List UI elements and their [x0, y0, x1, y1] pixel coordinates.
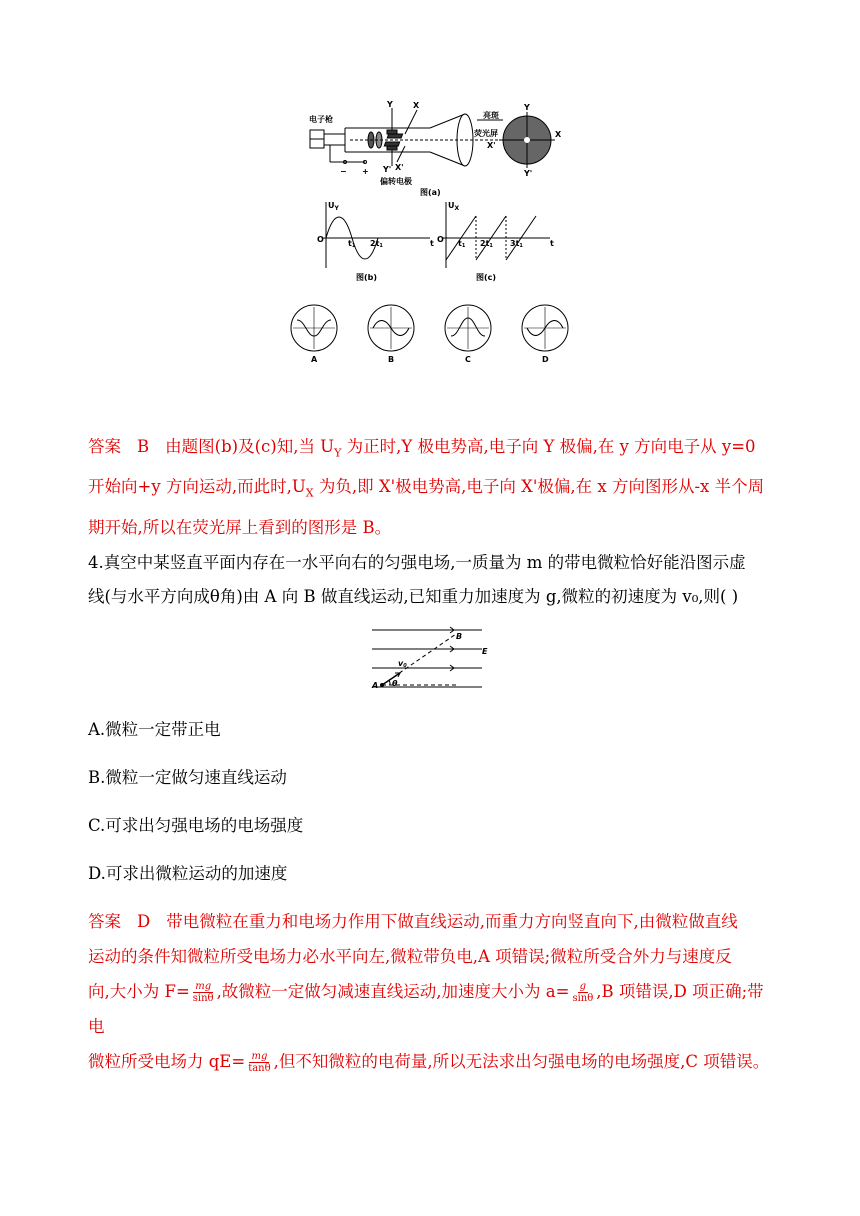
- label-screen-yprime: Y': [524, 169, 533, 178]
- fig-c-origin: O: [437, 235, 444, 244]
- fig-c-t2: 2t: [480, 239, 490, 248]
- fig-b-t1: t: [348, 239, 352, 248]
- fig-c-t3-sub: 1: [519, 243, 523, 249]
- caption-fig-c: 图(c): [476, 273, 497, 282]
- svg-text:2t1: [480, 239, 493, 249]
- figure-a-oscilloscope: [305, 100, 565, 198]
- fig-c-axis-y-sub: X: [454, 205, 460, 212]
- caption-fig-a: 图(a): [420, 188, 441, 197]
- svg-text:v0: [398, 659, 407, 669]
- figure-4-electric-field: [366, 624, 496, 694]
- svg-text:2t1: [370, 239, 383, 249]
- figure-c-ux-graph: [432, 198, 557, 284]
- fig-b-t2-sub: 1: [379, 243, 383, 249]
- fig-b-t2: 2t: [370, 239, 380, 248]
- fig-b-origin: O: [317, 235, 324, 244]
- choice-c-label: C: [465, 355, 471, 364]
- fig4-label-b: B: [456, 632, 463, 641]
- label-y-prime: Y': [383, 165, 392, 174]
- choice-a-label: A: [311, 355, 318, 364]
- label-bright-spot: 亮斑: [483, 111, 499, 120]
- option-a: A.微粒一定带正电: [88, 720, 221, 739]
- answer-3-line-2: 开始向+y 方向运动,而此时$,U_X$ 为负,即 X'极电势高,电子向 X'极偏,在 x 方向图形从-x 半个周: [88, 477, 765, 500]
- figure-choices-abcd: [285, 300, 575, 366]
- answer-4-line-3: 向,大小为 F= $\frac{mg}{\sin\theta}$ ,故微粒一定做匀减速直线运动,加速度大小为 a= $\frac{g}{\sin\theta}$ ,B 项错误,D 项正确;带电: [88, 981, 764, 1036]
- fraction-mg-sin: $\frac{mg}{\sin\theta}$: [192, 981, 214, 1004]
- fig-c-t2-sub: 1: [489, 243, 493, 249]
- question-4-line-1: 4.真空中某竖直平面内存在一水平向右的匀强电场,一质量为 m 的带电微粒恰好能沿图示虚: [88, 553, 746, 572]
- svg-text:t1: [348, 239, 356, 249]
- label-minus: −: [340, 167, 347, 176]
- option-c: C.可求出匀强电场的电场强度: [88, 816, 304, 835]
- answer-4: [88, 904, 778, 1079]
- label-y: Y: [387, 100, 393, 109]
- fraction-g-sin: $\frac{g}{\sin\theta}$: [572, 981, 594, 1004]
- fig-b-t1-sub: 1: [351, 243, 356, 249]
- fig-b-axis-y-sub: Y: [334, 205, 339, 212]
- question-4: [88, 546, 778, 614]
- svg-text:t1: [458, 239, 466, 249]
- label-electron-gun: 电子枪: [309, 115, 333, 124]
- label-screen: 荧光屏: [474, 129, 498, 138]
- fig-c-t1: t: [458, 239, 462, 248]
- label-x-prime: X': [395, 163, 404, 172]
- fig4-label-e: E: [482, 647, 488, 656]
- answer-4-letter: D: [137, 912, 151, 931]
- fig-c-axis-y: U: [448, 201, 455, 210]
- fig4-v0-sub: 0: [403, 663, 407, 669]
- answer-4-tag: 答案: [88, 912, 121, 931]
- choice-d-label: D: [542, 355, 549, 364]
- fig4-v0: v: [398, 659, 404, 668]
- answer-3-line-3: 期开始,所以在荧光屏上看到的图形是 B。: [88, 517, 392, 537]
- label-screen-x: X: [555, 130, 562, 139]
- fig-c-t1-sub: 1: [461, 243, 466, 249]
- answer-3-tag: 答案: [88, 437, 121, 456]
- fig4-label-a: A: [372, 681, 379, 690]
- fig-b-t: t: [430, 239, 434, 248]
- answer-3-letter: B: [137, 437, 150, 456]
- choice-b-label: B: [388, 355, 395, 364]
- answer-4-line-1: 答案 D 带电微粒在重力和电场力作用下做直线运动,而重力方向竖直向下,由微粒做直线: [88, 912, 738, 931]
- label-deflection-plates: 偏转电极: [380, 177, 412, 186]
- svg-text:UX: [448, 201, 460, 212]
- label-x: X: [413, 101, 420, 110]
- label-plus: +: [362, 167, 369, 176]
- answer-3-line-1: 答案 B 由题图(b)及(c)知,当 $U_Y$ 为正时,Y 极电势高,电子向 Y 极偏,在 y 方向电子从 y=0: [88, 437, 756, 460]
- answer-4-line-4: 微粒所受电场力 qE= $\frac{mg}{\tan\theta}$ ,但不知微粒的电荷量,所以无法求出匀强电场的电场强度,C 项错误。: [88, 1051, 770, 1074]
- question-4-line-2: 线(与水平方向成θ角)由 A 向 B 做直线运动,已知重力加速度为 g,微粒的初速度为 v₀,则( ): [88, 587, 739, 606]
- caption-fig-b: 图(b): [356, 273, 378, 282]
- fraction-mg-tan: $\frac{mg}{\tan\theta}$: [248, 1051, 271, 1074]
- fig-c-t3: 3t: [510, 239, 520, 248]
- label-screen-y: Y: [524, 103, 530, 112]
- fig4-theta: θ: [392, 679, 398, 688]
- fig-c-t: t: [550, 239, 554, 248]
- option-b: B.微粒一定做匀速直线运动: [88, 768, 287, 787]
- svg-text:UY: [328, 201, 340, 212]
- answer-3: [88, 430, 778, 545]
- fig-b-axis-y: U: [328, 201, 335, 210]
- svg-text:3t1: [510, 239, 523, 249]
- label-fig-a-xprime: X': [487, 141, 496, 150]
- figure-b-uy-graph: [312, 198, 437, 284]
- answer-4-line-2: 运动的条件知微粒所受电场力必水平向左,微粒带负电,A 项错误;微粒所受合外力与速度反: [88, 947, 732, 966]
- option-d: D.可求出微粒运动的加速度: [88, 864, 288, 883]
